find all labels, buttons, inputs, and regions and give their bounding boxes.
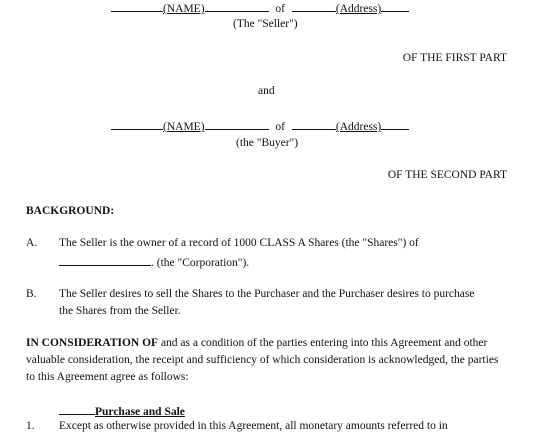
seller-name-blank-left bbox=[111, 0, 163, 12]
buyer-name-blank-right bbox=[205, 118, 269, 130]
background-heading: BACKGROUND: bbox=[26, 205, 115, 217]
background-item-b-line2: the Shares from the Seller. bbox=[59, 305, 181, 317]
seller-role: (The "Seller") bbox=[233, 18, 298, 30]
consideration-line1 bbox=[26, 336, 487, 350]
section1-number: 1. bbox=[26, 420, 35, 432]
buyer-address-blank-right bbox=[381, 118, 409, 130]
first-part-label: OF THE FIRST PART bbox=[402, 52, 507, 64]
background-item-b-line1: The Seller desires to sell the Shares to the Purchaser and the Purchaser desires to purchase bbox=[59, 288, 475, 300]
seller-name-placeholder: (NAME) bbox=[163, 3, 205, 15]
buyer-role: (the "Buyer") bbox=[236, 137, 299, 149]
corporation-name-blank bbox=[59, 254, 151, 266]
buyer-address-placeholder: (Address) bbox=[335, 121, 382, 133]
second-part-label: OF THE SECOND PART bbox=[387, 169, 507, 181]
seller-name-blank-right bbox=[205, 0, 269, 12]
background-item-b-letter: B. bbox=[26, 288, 37, 300]
buyer-name-blank-left bbox=[111, 118, 163, 130]
section1-text: Except as otherwise provided in this Agreement, all monetary amounts referred to in bbox=[59, 420, 448, 432]
background-item-a-letter: A. bbox=[26, 237, 38, 249]
seller-name-line bbox=[111, 0, 409, 16]
consideration-line2: valuable consideration, the receipt and sufficiency of which consideration is acknowledged, the parties bbox=[26, 354, 499, 366]
consideration-lead: IN CONSIDERATION OF bbox=[26, 337, 159, 349]
section1-heading-lead-line bbox=[59, 403, 95, 415]
consideration-line3: to this Agreement agree as follows: bbox=[26, 371, 189, 383]
seller-address-blank-right bbox=[381, 0, 409, 12]
buyer-address-blank-left bbox=[292, 118, 336, 130]
seller-address-placeholder: (Address) bbox=[335, 3, 382, 15]
seller-address-blank-left bbox=[292, 0, 336, 12]
corporation-label: . (the "Corporation"). bbox=[151, 257, 250, 269]
section1-heading: Purchase and Sale bbox=[95, 406, 185, 418]
consideration-line1-rest: and as a condition of the parties entering into this Agreement and other bbox=[158, 337, 488, 349]
buyer-of-word: of bbox=[275, 121, 285, 133]
buyer-name-placeholder: (NAME) bbox=[163, 121, 205, 133]
background-item-a-line2 bbox=[59, 254, 249, 270]
background-item-a-line1: The Seller is the owner of a record of 1000 CLASS A Shares (the "Shares") of bbox=[59, 237, 419, 249]
and-connector: and bbox=[258, 85, 275, 97]
buyer-name-line bbox=[111, 118, 409, 134]
seller-of-word: of bbox=[275, 3, 285, 15]
section1-heading-line bbox=[59, 403, 185, 419]
